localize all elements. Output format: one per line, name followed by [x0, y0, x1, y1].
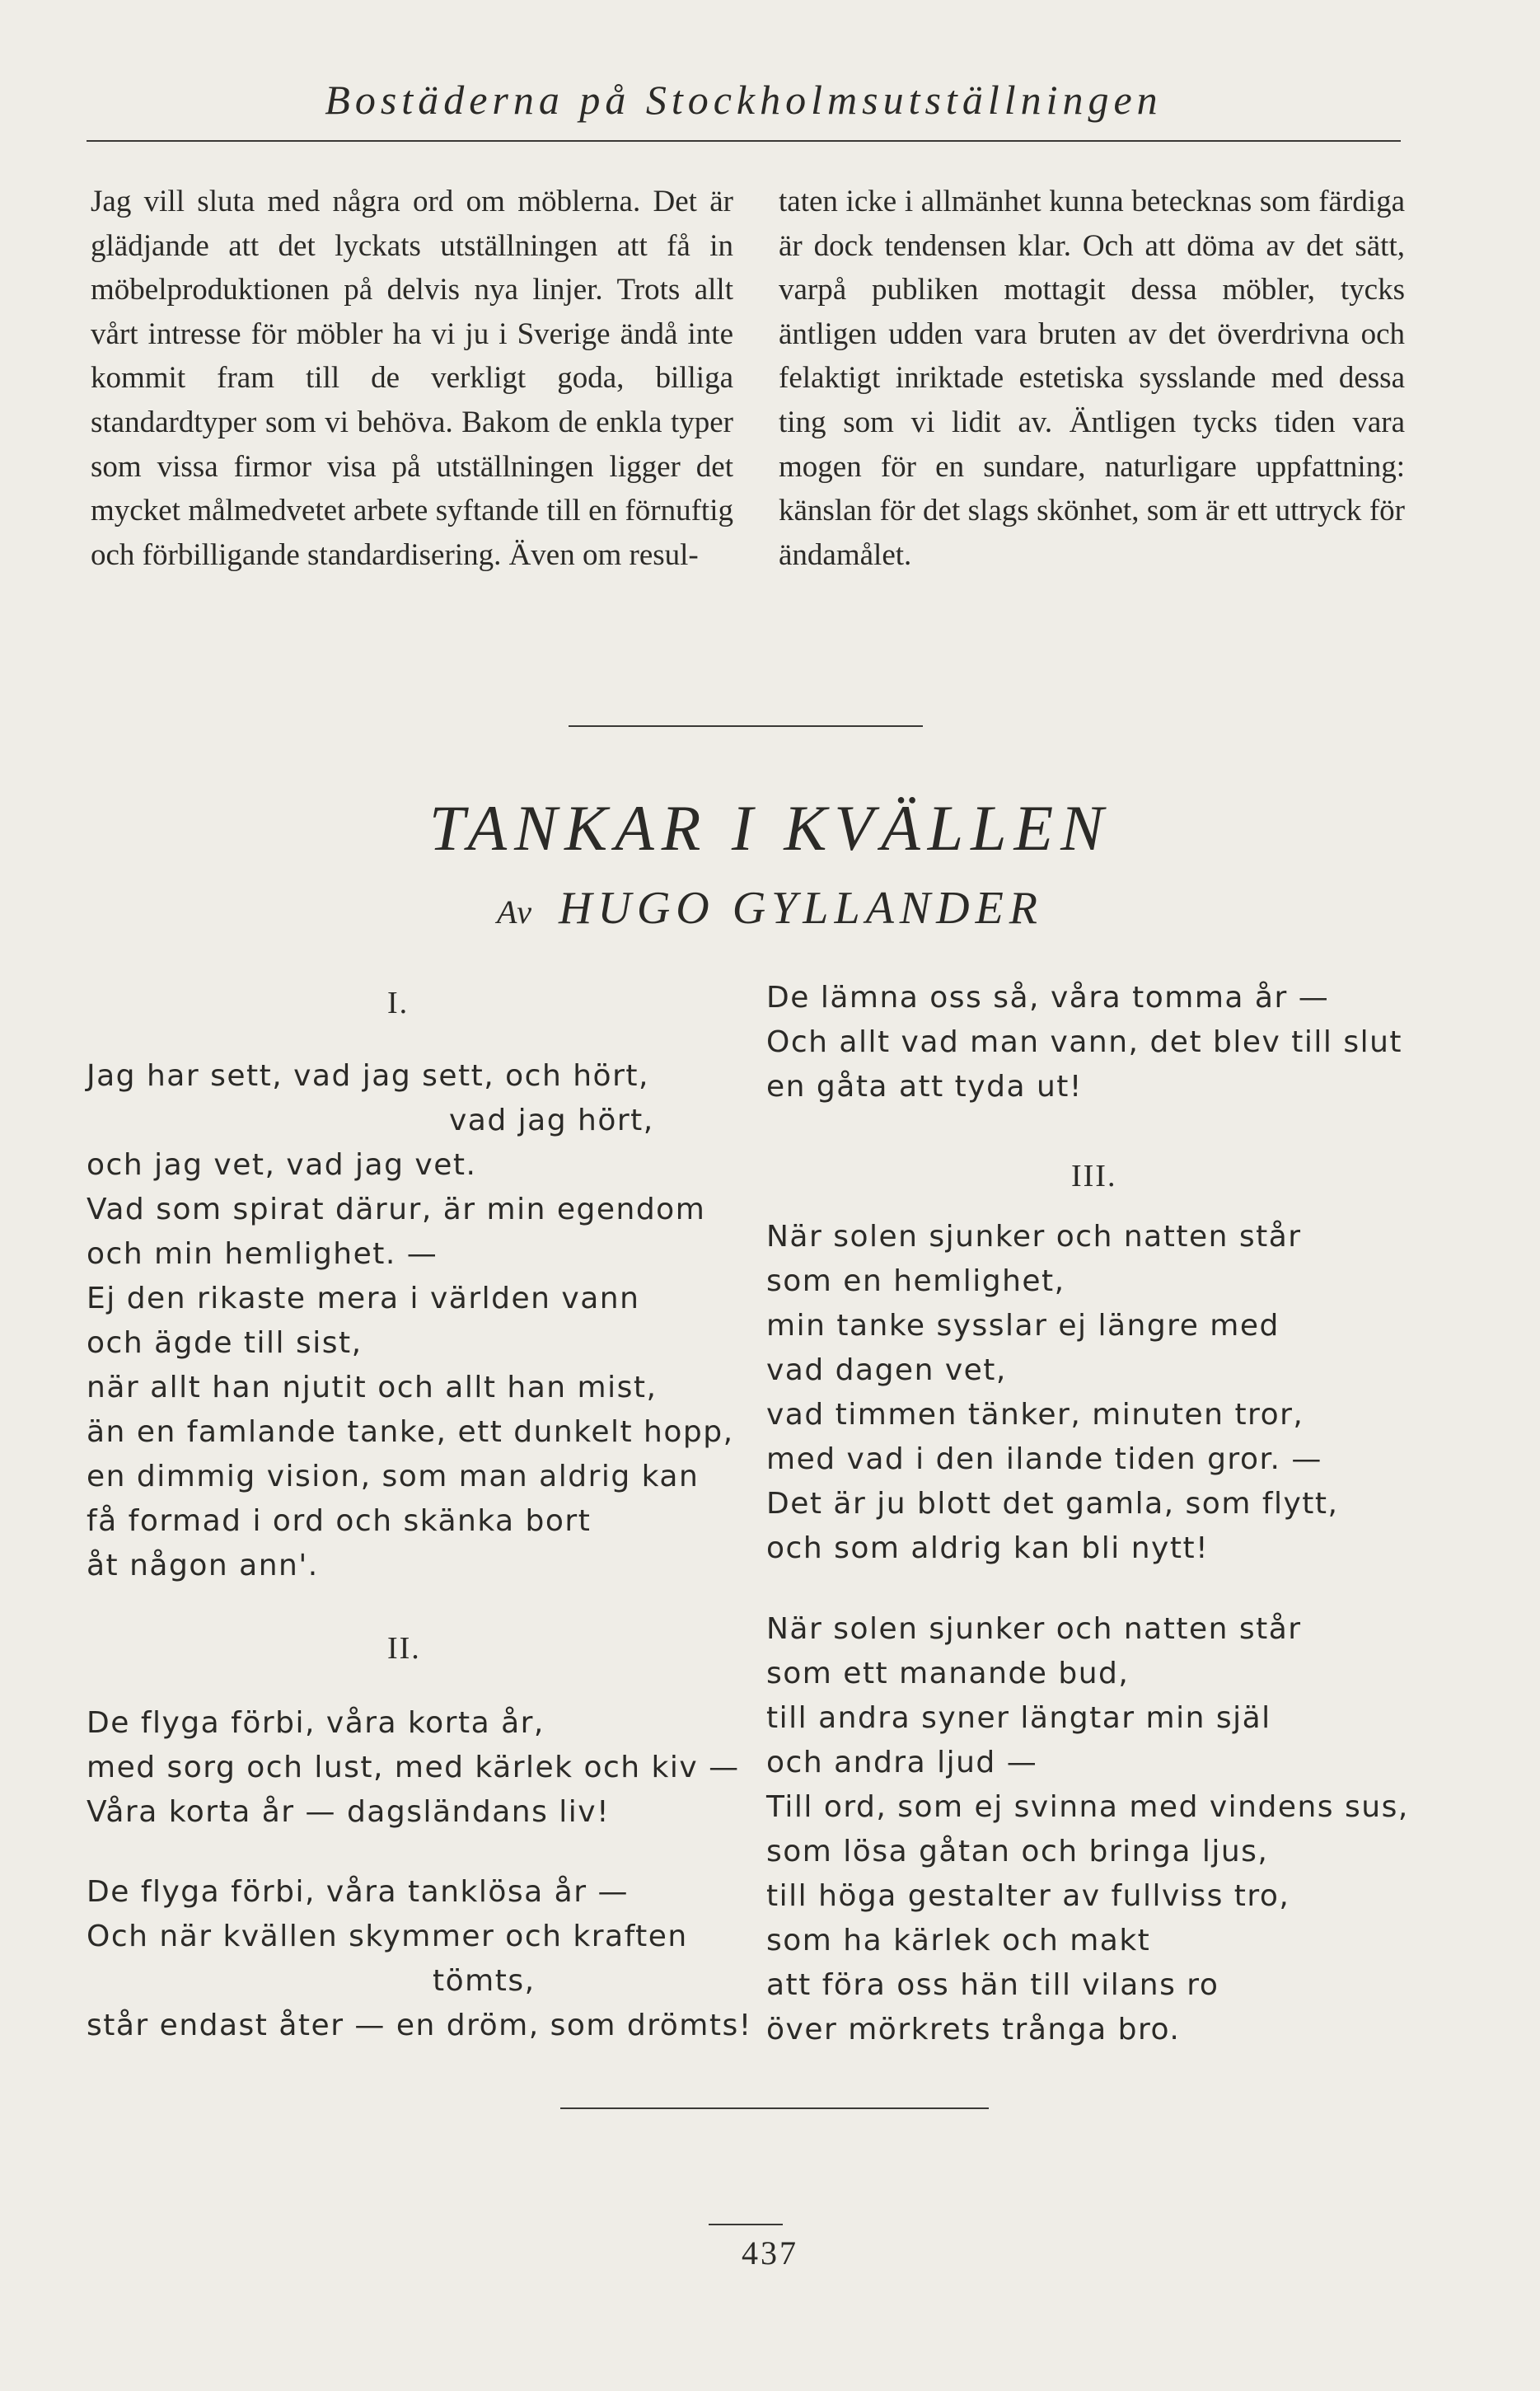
article-left-column	[91, 180, 733, 577]
poem-section-2-continued	[766, 981, 1409, 1121]
verse-line: Ej den rikaste mera i världen vann	[87, 1282, 640, 1315]
poem-end-rule	[560, 2107, 989, 2109]
verse-line: Och när kvällen skymmer och kraften	[87, 1920, 688, 1953]
verse-line: De flyga förbi, våra korta år,	[87, 1706, 545, 1740]
verse-line: att föra oss hän till vilans ro	[766, 1968, 1219, 2002]
poem-section-3	[766, 1220, 1409, 2069]
poem-byline	[0, 882, 1540, 935]
verse-line: som lösa gåtan och bringa ljus,	[766, 1835, 1269, 1868]
verse-line: min tanke sysslar ej längre med	[766, 1309, 1280, 1343]
verse-line: få formad i ord och skänka bort	[87, 1504, 592, 1538]
verse-line: en gåta att tyda ut!	[766, 1070, 1083, 1104]
verse-line: Och allt vad man vann, det blev till slut	[766, 1025, 1403, 1059]
running-head: Bostäderna på Stockholmsutställningen	[325, 77, 1163, 123]
section-numeral-3: III.	[1071, 1159, 1117, 1193]
verse-line: som en hemlighet,	[766, 1264, 1065, 1298]
section-numeral-2: II.	[387, 1631, 421, 1666]
verse-line: och ägde till sist,	[87, 1326, 363, 1360]
poem-title: TANKAR I KVÄLLEN	[428, 792, 1112, 864]
verse-line: och andra ljud —	[766, 1746, 1038, 1779]
verse-line: och som aldrig kan bli nytt!	[766, 1531, 1209, 1565]
verse-line: åt någon ann'.	[87, 1549, 319, 1582]
poem-section-1	[87, 1059, 734, 1595]
verse-line: och jag vet, vad jag vet.	[87, 1148, 477, 1182]
verse-line: och min hemlighet. —	[87, 1237, 438, 1271]
verse-line: till höga gestalter av fullviss tro,	[766, 1879, 1290, 1913]
page-number: 437	[742, 2234, 798, 2271]
verse-line: De flyga förbi, våra tanklösa år —	[87, 1875, 629, 1909]
article-end-rule	[569, 725, 923, 727]
verse-line: när allt han njutit och allt han mist,	[87, 1371, 658, 1404]
verse-line: vad timmen tänker, minuten tror,	[766, 1398, 1304, 1432]
poem-author: HUGO GYLLANDER	[558, 883, 1044, 934]
verse-line: en dimmig vision, som man aldrig kan	[87, 1460, 700, 1493]
verse-line: vad dagen vet,	[766, 1353, 1007, 1387]
verse-line: till andra syner längtar min själ	[766, 1701, 1271, 1735]
page-number-rule	[709, 2224, 783, 2225]
verse-line: Våra korta år — dagsländans liv!	[87, 1795, 611, 1829]
verse-line: över mörkrets trånga bro.	[766, 2013, 1181, 2046]
verse-line: med vad i den ilande tiden gror. —	[766, 1442, 1322, 1476]
verse-line: De lämna oss så, våra tomma år —	[766, 981, 1330, 1015]
verse-line: med sorg och lust, med kärlek och kiv —	[87, 1751, 740, 1784]
verse-line: Det är ju blott det gamla, som flytt,	[766, 1487, 1339, 1521]
verse-line: Till ord, som ej svinna med vindens sus,	[766, 1790, 1409, 1824]
poem-section-2	[87, 1706, 752, 2060]
verse-line: När solen sjunker och natten står	[766, 1612, 1302, 1646]
header-rule	[87, 140, 1401, 142]
section-numeral-1: I.	[387, 986, 410, 1020]
verse-line: som ha kärlek och makt	[766, 1924, 1151, 1957]
verse-line: tömts,	[433, 1964, 536, 1998]
verse-line: vad jag hört,	[449, 1104, 654, 1137]
verse-line: än en famlande tanke, ett dunkelt hopp,	[87, 1415, 734, 1449]
article-right-column	[779, 180, 1405, 577]
article-paragraph-right: taten icke i allmänhet kunna betecknas som färdiga är dock tendensen klar. Och att döma av det sätt, varpå publiken mottagit dessa möbler, tycks äntligen udden vara bruten av det överdrivna och felaktigt inriktade estetiska sysslande med dessa ting som vi lidit av. Äntligen tycks tiden vara mogen för en sundare, naturligare uppfattning: känslan för det slags skönhet, som är ett uttryck för ändamålet.	[779, 185, 1405, 572]
verse-line: Jag har sett, vad jag sett, och hört,	[87, 1059, 649, 1093]
verse-line: som ett manande bud,	[766, 1657, 1130, 1690]
verse-line: Vad som spirat därur, är min egendom	[87, 1193, 706, 1226]
article-paragraph-left: Jag vill sluta med några ord om möblerna. Det är glädjande att det lyckats utställningen att få in möbelproduktionen på delvis nya linjer. Trots allt vårt intresse för möbler ha vi ju i Sverige ändå inte kommit fram till de verkligt goda, billiga standardtyper som vi behöva. Bakom de enkla typer som vissa firmor visa på utställningen ligger det mycket målmedvetet arbete syftande till en förnuftig och förbilligande standardisering. Även om resul-	[91, 185, 733, 572]
verse-line: När solen sjunker och natten står	[766, 1220, 1302, 1254]
byline-prefix: Av	[496, 893, 533, 931]
verse-line: står endast åter — en dröm, som drömts!	[87, 2009, 752, 2042]
